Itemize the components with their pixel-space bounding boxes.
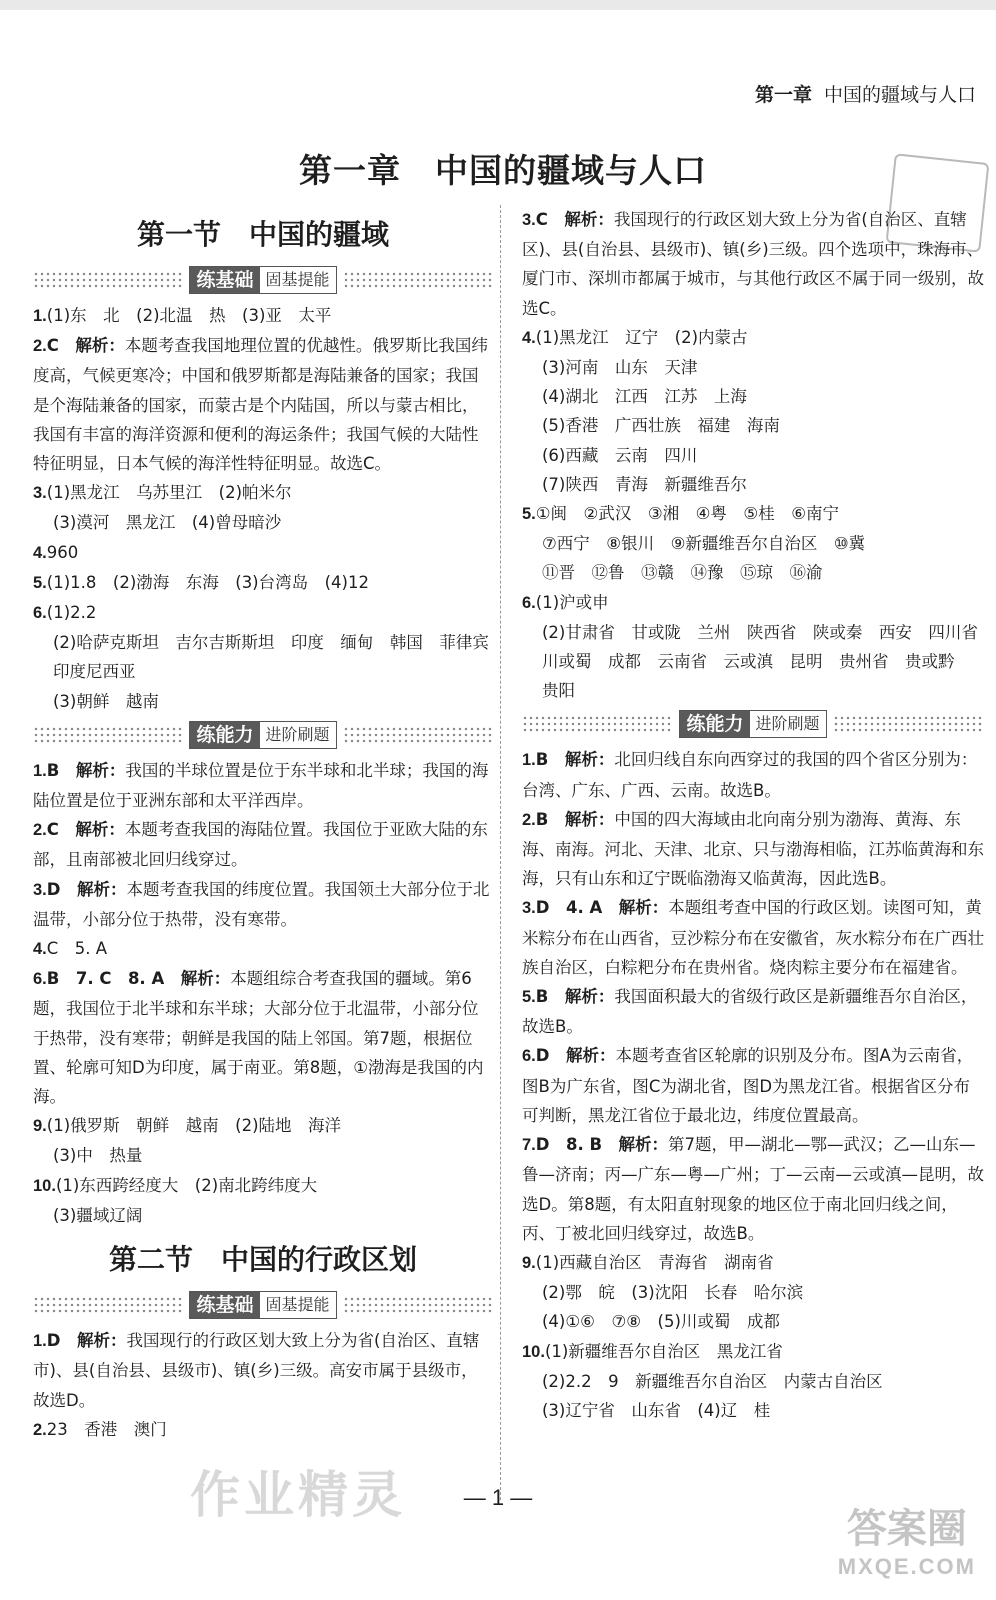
answer-text: (2)哈萨克斯坦 吉尔吉斯斯坦 印度 缅甸 韩国 菲律宾 印度尼西亚 — [53, 633, 506, 682]
answer-item — [522, 411, 984, 440]
answer-text: 本题组考查中国的行政区划。读图可知，黄米粽分布在山西省，豆沙粽分布在安徽省，灰水粽分布在广西壮族自治区，白粽粑分布在贵州省。烧肉粽主要分布在福建省。 — [522, 898, 984, 977]
banner-dots — [343, 726, 493, 744]
answer-number: 4. — [33, 940, 47, 959]
answer-item — [522, 529, 984, 558]
banner-tag — [189, 266, 336, 294]
answer-number: 7. — [522, 1136, 536, 1155]
answer-text: (5)香港 广西壮族 福建 海南 — [542, 416, 780, 436]
banner-tag-sub: 进阶刷题 — [755, 714, 820, 734]
answer-item — [33, 1326, 493, 1415]
answer-text: 本题考查我国地理位置的优越性。俄罗斯比我国纬度高，气候更寒冷；中国和俄罗斯都是海陆兼备的国家；我国是个海陆兼备的国家，而蒙古是个内陆国，所以与蒙古相比，我国有丰富的海洋资源和便利的海运条件；我国气候的大陆性特征明显，日本气候的海洋性特征明显。故选C。 — [33, 336, 488, 474]
answer-list-ability-1 — [33, 756, 493, 1230]
answer-item — [33, 1111, 493, 1141]
banner-tag-main: 练能力 — [190, 722, 259, 748]
answer-number: 2. — [522, 810, 536, 829]
left-column — [33, 205, 506, 1445]
answer-text: (1)1.8 (2)渤海 东海 (3)台湾岛 (4)12 — [46, 572, 369, 592]
answer-number: 1. — [522, 751, 536, 770]
answer-list-basic-2-cont — [522, 205, 995, 705]
answer-item — [33, 598, 493, 628]
answer-item — [33, 756, 493, 815]
answer-text: 960 — [46, 542, 79, 562]
answer-text: 我国现行的行政区划大致上分为省(自治区、直辖区)、县(自治县、县级市)、镇(乡)三级。四个选项中，珠海市、厦门市、深圳市都属于城市，与其他行政区不属于同一级别，故选C。 — [522, 210, 984, 318]
answer-text: (1)东西跨经度大 (2)南北跨纬度大 — [55, 1175, 318, 1195]
answer-item — [522, 745, 984, 804]
header-topic: 中国的疆域与人口 — [823, 84, 976, 106]
answer-number: 6. — [33, 604, 47, 623]
answer-item — [33, 508, 493, 537]
answer-list-basic-2 — [33, 1326, 493, 1445]
answer-item — [522, 1337, 984, 1367]
answer-item — [33, 1171, 493, 1201]
answer-text: 我国的半球位置是位于东半球和北半球；我国的海陆位置是位于亚洲东部和太平洋西岸。 — [33, 760, 489, 811]
banner-dots — [33, 726, 183, 744]
answer-key: D 解析： — [535, 1046, 616, 1066]
answer-number: 5. — [522, 988, 536, 1007]
answer-item — [522, 1130, 984, 1248]
answer-key: C 解析： — [46, 820, 125, 840]
answer-text: (2)鄂 皖 (3)沈阳 长春 哈尔滨 — [542, 1283, 804, 1303]
answer-item — [522, 893, 984, 982]
banner-tag-main: 练基础 — [190, 1292, 259, 1318]
answer-text: ①闽 ②武汉 ③湘 ④粤 ⑤桂 ⑥南宁 — [535, 504, 840, 524]
answer-number: 4. — [33, 543, 47, 562]
answer-item — [33, 568, 493, 598]
answer-text: (3)河南 山东 天津 — [542, 358, 698, 378]
answer-number: 2. — [33, 337, 47, 356]
answer-text: (4)湖北 江西 江苏 上海 — [542, 387, 747, 407]
answer-text: (1)新疆维吾尔自治区 黑龙江省 — [544, 1341, 783, 1361]
answer-item — [33, 1141, 493, 1170]
answer-item — [33, 1201, 493, 1230]
answer-number: 2. — [33, 821, 47, 840]
answer-text: 23 香港 澳门 — [46, 1419, 167, 1439]
answer-item — [522, 588, 984, 618]
answer-item — [33, 815, 493, 874]
answer-text: (6)西藏 云南 四川 — [542, 445, 698, 465]
running-header — [755, 80, 976, 107]
answer-number: 1. — [33, 307, 47, 325]
answer-item — [522, 1041, 984, 1130]
answer-number: 1. — [33, 761, 47, 780]
answer-text: ⑪晋 ⑫鲁 ⑬赣 ⑭豫 ⑮琼 ⑯渝 — [542, 563, 823, 583]
header-chapter: 第一章 — [754, 84, 812, 106]
answer-item — [33, 331, 493, 478]
banner-dots — [833, 715, 984, 733]
banner-ability-2 — [522, 709, 984, 739]
answer-text: (2)2.2 9 新疆维吾尔自治区 内蒙古自治区 — [542, 1371, 883, 1391]
answer-number: 4. — [522, 328, 536, 347]
answer-text: 我国现行的行政区划大致上分为省(自治区、直辖市)、县(自治县、县级市)、镇(乡)三级。高安市属于县级市，故选D。 — [33, 1331, 480, 1410]
answer-number: 6. — [522, 1047, 536, 1066]
answer-item — [33, 687, 493, 716]
section-title-2: 第二节 中国的行政区划 — [108, 1243, 417, 1277]
answer-item — [33, 875, 493, 934]
answer-key: D 解析： — [46, 879, 127, 899]
answer-key: C 解析： — [535, 210, 614, 229]
banner-dots — [343, 1296, 493, 1314]
answer-text: (1)西藏自治区 青海省 湖南省 — [535, 1252, 774, 1272]
banner-dots — [33, 271, 183, 289]
answer-item — [522, 470, 984, 499]
answer-item — [522, 382, 984, 411]
answer-key: D 解析： — [46, 1331, 127, 1351]
answer-item — [522, 558, 984, 587]
top-edge — [0, 0, 996, 10]
answer-item — [522, 441, 984, 470]
answer-key: B 解析： — [535, 987, 615, 1007]
answer-item — [522, 499, 984, 529]
page-number: — 1 — — [463, 1485, 533, 1510]
answer-text: C 5. A — [46, 939, 108, 959]
answer-key: D 4. A 解析： — [535, 898, 669, 918]
banner-dots — [522, 715, 673, 733]
answer-text: 本题考查省区轮廓的识别及分布。图A为云南省，图B为广东省，图C为湖北省，图D为黑龙江省。根据省区分布可判断，黑龙江省位于最北边，纬度位置最高。 — [522, 1046, 974, 1125]
answer-text: (7)陕西 青海 新疆维吾尔 — [542, 474, 747, 494]
chapter-title: 第一章 中国的疆域与人口 — [299, 151, 707, 190]
answer-number: 9. — [33, 1117, 47, 1136]
answer-number: 9. — [522, 1253, 536, 1272]
answer-text: (3)疆域辽阔 — [53, 1205, 143, 1225]
answer-number: 3. — [33, 880, 47, 899]
answer-item — [522, 353, 984, 382]
banner-dots — [343, 271, 493, 289]
answer-item — [522, 618, 995, 706]
banner-tag — [189, 1291, 336, 1319]
answer-text: (1)黑龙江 辽宁 (2)内蒙古 — [535, 327, 748, 347]
watermark-brand-small: MXQE.COM — [837, 1554, 976, 1579]
answer-text: (3)漠河 黑龙江 (4)曾母暗沙 — [53, 513, 282, 533]
answer-item — [33, 1415, 493, 1445]
answer-item — [522, 1248, 984, 1278]
banner-basic-2 — [33, 1290, 493, 1320]
answer-item — [33, 964, 493, 1111]
section-title-1: 第一节 中国的疆域 — [136, 218, 389, 251]
banner-tag-sub: 固基提能 — [265, 270, 330, 289]
banner-tag-main: 练能力 — [680, 711, 749, 737]
answer-item — [33, 478, 493, 508]
answer-item — [522, 1307, 984, 1336]
answer-text: (1)2.2 — [46, 603, 97, 623]
answer-number: 3. — [522, 211, 536, 229]
answer-item — [522, 982, 984, 1041]
answer-text: (1)俄罗斯 朝鲜 越南 (2)陆地 海洋 — [46, 1116, 342, 1136]
column-divider — [500, 205, 501, 1500]
answer-text: 本题考查我国的纬度位置。我国领土大部分位于北温带，小部分位于热带，没有寒带。 — [33, 879, 490, 929]
answer-item — [522, 323, 984, 353]
answer-text: (3)朝鲜 越南 — [53, 691, 159, 711]
answer-item — [33, 934, 493, 964]
answer-key: B 解析： — [535, 809, 615, 829]
answer-list-basic-1 — [33, 301, 506, 716]
answer-key: B 7. C 8. A 解析： — [46, 969, 231, 989]
answer-text: 我国面积最大的省级行政区是新疆维吾尔自治区，故选B。 — [522, 987, 978, 1037]
answer-text: 本题组综合考查我国的疆域。第6题，我国位于北半球和东半球；大部分位于北温带，小部分位于热带，没有寒带；朝鲜是我国的陆上邻国。第7题，根据位置、轮廓可知D为印度，属于南亚。第8题，①渤海是我国的内海。 — [33, 969, 484, 1107]
answer-text: ⑦西宁 ⑧银川 ⑨新疆维吾尔自治区 ⑩冀 — [542, 534, 866, 554]
answer-number: 10. — [33, 1176, 56, 1195]
answer-number: 3. — [522, 899, 536, 918]
answer-number: 1. — [33, 1332, 47, 1351]
right-column — [522, 205, 995, 1425]
answer-number: 5. — [33, 573, 47, 592]
answer-number: 10. — [522, 1342, 545, 1361]
answer-text: (4)①⑥ ⑦⑧ (5)川或蜀 成都 — [542, 1312, 780, 1332]
watermark-bottom: 作业精灵 — [190, 1465, 406, 1524]
answer-item — [522, 1278, 984, 1307]
answer-text: (1)沪或申 — [535, 592, 609, 612]
banner-ability-1 — [33, 720, 493, 750]
watermark-brand-big: 答案圈 — [846, 1505, 967, 1552]
answer-item — [522, 205, 984, 323]
answer-text: 北回归线自东向西穿过的我国的四个省区分别为：台湾、广东、广西、云南。故选B。 — [522, 750, 978, 800]
answer-item — [33, 301, 493, 331]
banner-dots — [33, 1296, 183, 1314]
answer-item — [522, 1396, 984, 1425]
answer-number: 6. — [33, 970, 47, 989]
banner-basic-1 — [33, 265, 493, 295]
answer-item — [33, 628, 506, 686]
answer-text: (3)辽宁省 山东省 (4)辽 桂 — [542, 1400, 771, 1420]
answer-key: B 解析： — [535, 750, 615, 770]
answer-list-ability-2 — [522, 745, 984, 1425]
answer-text: (1)东 北 (2)北温 热 (3)亚 太平 — [46, 306, 332, 325]
banner-tag-sub: 固基提能 — [265, 1295, 330, 1315]
banner-tag-main: 练基础 — [190, 267, 259, 293]
answer-item — [522, 805, 984, 894]
answer-key: B 解析： — [46, 760, 126, 780]
answer-number: 5. — [522, 505, 536, 524]
answer-key: D 8. B 解析： — [535, 1135, 669, 1155]
answer-number: 6. — [522, 593, 536, 612]
banner-tag — [189, 721, 336, 749]
answer-text: 中国的四大海域由北向南分别为渤海、黄海、东海、南海。河北、天津、北京、只与渤海相临，江苏临黄海和东海，只有山东和辽宁既临渤海又临黄海，因此选B。 — [522, 809, 984, 889]
answer-item — [33, 538, 493, 568]
banner-tag — [679, 710, 826, 738]
answer-number: 2. — [33, 1420, 47, 1439]
answer-key: C 解析： — [46, 336, 125, 356]
answer-text: 本题考查我国的海陆位置。我国位于亚欧大陆的东部，且南部被北回归线穿过。 — [33, 820, 488, 870]
answer-text: (2)甘肃省 甘或陇 兰州 陕西省 陕或秦 西安 四川省 川或蜀 成都 云南省 云或滇 昆明 贵州省 贵或黔 贵阳 — [542, 622, 995, 701]
answer-text: (3)中 热量 — [53, 1146, 143, 1166]
answer-text: 第7题，甲—湖北—鄂—武汉；乙—山东—鲁—济南；丙—广东—粤—广州；丁—云南—云或滇—昆明，故选D。第8题，有太阳直射现象的地区位于南北回归线之间，丙、丁被北回归线穿过，故选B。 — [522, 1135, 984, 1243]
answer-text: (1)黑龙江 乌苏里江 (2)帕米尔 — [46, 483, 292, 503]
answer-item — [522, 1367, 984, 1396]
banner-tag-sub: 进阶刷题 — [265, 724, 330, 744]
answer-number: 3. — [33, 484, 47, 503]
watermark-brand-logo — [838, 1497, 976, 1580]
